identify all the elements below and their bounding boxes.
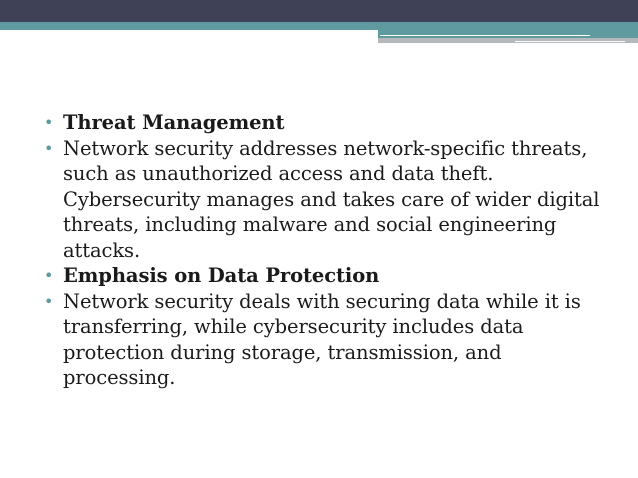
bullet-data-protection-description (44, 289, 604, 391)
bullet-text: Network security addresses network-specific threats, such as unauthorized access and data theft. Cybersecurity manages and takes care of wider digital threats, including malware and social engineering attacks. (63, 136, 600, 262)
bullet-data-protection (44, 263, 604, 289)
bullet-text: Network security deals with securing data while it is transferring, while cybersecurity includes data protection during storage, transmission, and processing. (63, 289, 581, 389)
header-accent-line (380, 35, 590, 36)
header-bar-teal (0, 22, 638, 30)
bullet-threat-management (44, 110, 604, 136)
bullet-dot: • (44, 113, 54, 132)
header-accent-teal (378, 30, 638, 38)
bullet-text: Threat Management (63, 111, 285, 134)
slide-content (44, 110, 604, 391)
header-accent-line (515, 41, 625, 42)
bullet-list (44, 110, 604, 391)
bullet-dot: • (44, 266, 54, 285)
bullet-dot: • (44, 291, 54, 311)
bullet-dot: • (44, 138, 54, 158)
bullet-text: Emphasis on Data Protection (63, 264, 380, 287)
header-bar-dark (0, 0, 638, 22)
bullet-threat-description (44, 136, 604, 264)
